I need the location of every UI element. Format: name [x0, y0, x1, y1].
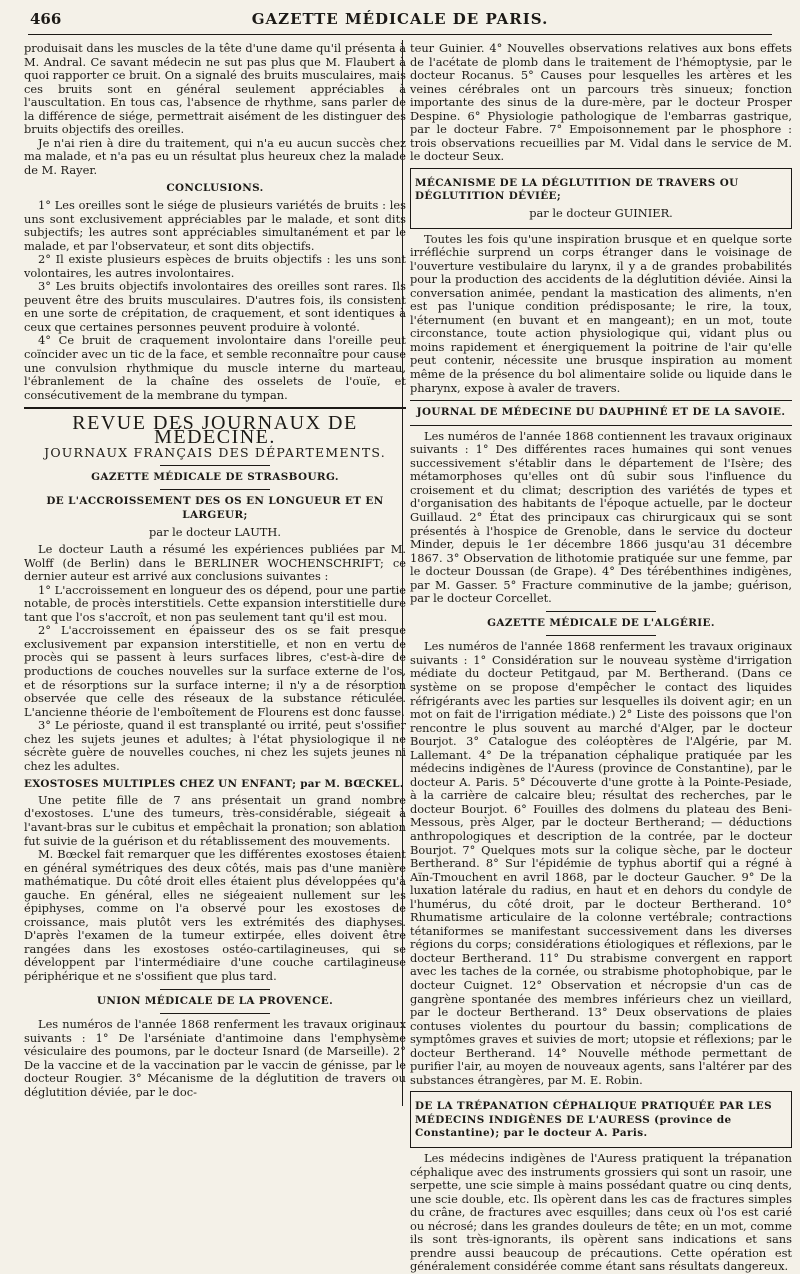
right-column [410, 41, 792, 1274]
paragraph: M. Bœckel fait remarquer que les différentes exostoses étaient en général symétriques des deux côtés, mais pas d'une manière mathématique. Du côté droit elles étaient plus développées qu'à gauche. En général, elles ne siégeaient nullement sur les épiphyses, comme on l'a observé pour les exostoses de croissance, mais plutôt vers les extrémités des diaphyses. D'après l'examen de la tumeur extirpée, elles doivent être rangées dans les exostoses ostéo-cartilagineuses, qui se développent par l'intermédiaire d'une couche cartilagineuse périphérique et ne s'ossifient que plus tard. [24, 847, 406, 983]
accroissement-title: DE L'ACCROISSEMENT DES OS EN LONGUEUR ET EN LARGEUR; [46, 495, 384, 521]
divider [160, 1013, 270, 1014]
accroissement-author: par le docteur LAUTH. [149, 524, 281, 539]
left-column [24, 42, 406, 1104]
paragraph: teur Guinier. 4° Nouvelles observations relatives aux bons effets de l'acétate de plomb dans le traitement de l'hémoptysie, par le docteur Rocanus. 5° Causes pour lesquelles les artères et les veines cérébrales ont un parcours très sinueux; fonction importante des sinus de la dure-mère, par le docteur Prosper Despine. 6° Physiologie pathologique de l'embarras gastrique, par le docteur Fabre. 7° Empoisonnement par le phosphore : trois observations recueillies par M. Vidal dans le service de M. le docteur Seux. [410, 41, 792, 164]
exostoses-title: EXOSTOSES MULTIPLES CHEZ UN ENFANT; par M. BŒCKEL. [24, 778, 404, 791]
paragraph: 2° L'accroissement en épaisseur des os se fait presque exclusivement par expansion interstitielle, et non en vertu de procès qui se passent à leurs surfaces libres, c'est-à-dire de productions de couches nouvelles sur la surface externe de l'os, et de résorptions sur la surface interne; il n'y a de résorption observée que celle des réseaux de la substance réticulée. L'ancienne théorie de l'emboîtement de Flourens est donc fausse. [24, 623, 406, 719]
paragraph: 3° Le périoste, quand il est transplanté ou irrité, peut s'ossifier chez les sujets jeunes et adultes; à l'état physiologique il ne sécrète guère de nouvelles couches, ni chez les sujets jeunes ni chez les adultes. [24, 718, 406, 773]
mecanisme-title: MÉCANISME DE LA DÉGLUTITION DE TRAVERS OU DÉGLUTITION DÉVIÉE; [415, 176, 739, 203]
conclusion-item: 2° Il existe plusieurs espèces de bruits objectifs : les uns sont volontaires, les autres involontaires. [24, 252, 406, 280]
paragraph: Les numéros de l'année 1868 contiennent les travaux originaux suivants : 1° Des différentes races humaines qui sont venues successivement s'établir dans le département de l'Isère; des métamorphoses qu'elles ont dû subir sous l'influence du croisement et du climat; description des variétés de types et d'organisation des habitants de l'époque actuelle, par le docteur Guillaud. 2° État des principaux cas chirurgicaux qui se sont présentés à l'hospice de Grenoble, dans le service du docteur Minder, depuis le 1er décembre 1866 jusqu'au 31 décembre 1867. 3° Observation de lithotomie pratiquée sur une femme, par le docteur Doussan (de Grape). 4° Des térébenthines indigènes, par M. Gasser. 5° Fracture comminutive de la jambe; guérison, par le docteur Corcellet. [410, 428, 792, 606]
paragraph: 1° L'accroissement en longueur des os dépend, pour une partie notable, de procès interstitiels. Cette expansion interstitielle dure tant que l'os s'accroît, et non pas seulement tant qu'il est mou. [24, 582, 406, 624]
paragraph: produisait dans les muscles de la tête d'une dame qu'il présenta à M. Andral. Ce savant médecin ne sut pas plus que M. Flaubert à quoi rapporter ce bruit. On a signalé des bruits musculaires, mais ces bruits sont en général seulement appréciables à l'auscultation. En tous cas, l'absence de rhythme, sans parler de la différence de siége, permettrait aisément de les distinguer des bruits objectifs des oreilles. [24, 41, 406, 137]
paragraph: Les numéros de l'année 1868 renferment les travaux originaux suivants : 1° Considération sur le nouveau système d'irrigation médiate du docteur Petitgaud, par M. Bertherand. (Dans ce système on se propose d'empêcher le contact des liquides réfrigérants avec les parties sur lesquelles ils doivent agir; en un mot on fait de l'irrigation médiate.) 2° Liste des poissons que l'on rencontre le plus souvent au marché d'Alger, par le docteur Bourjot. 3° Catalogue des coléoptères de l'Algérie, par M. Lallemant. 4° De la trépanation céphalique pratiquée par les médecins indigènes de l'Auress (province de Constantine), par le docteur A. Paris. 5° Découverte d'une grotte à la Pointe-Pesiade, à la carrière de calcaire bleu; résultat des recherches, par le docteur Bourjot. 6° Fouilles des dolmens du plateau des Beni-Messous, près Alger, par le docteur Bertherand; — déductions anthropologiques et description de la contrée, par le docteur Bourjot. 7° Quelques mots sur la colique sèche, par le docteur Bertherand. 8° Sur l'épidémie de typhus abortif qui a régné à Aïn-Tmouchent en avril 1868, par le docteur Gaucher. 9° De la luxation latérale du radius, en haut et en dehors du condyle de l'humérus, du côté droit, par le docteur Bertherand. 10° Rhumatisme articulaire de la colonne vertébrale; contractions tétaniformes se manifestant successivement dans les diverses régions du corps; considérations étiologiques et réflexions, par le docteur Bertherand. 11° Du strabisme convergent en rapport avec les taches de la cornée, ou strabisme photophobique, par le docteur Cuignet. 12° Observation et nécropsie d'un cas de gangrène spontanée des membres inférieurs chez un vieillard, par le docteur Bertherand. 13° Deux observations de plaies contuses violentes du pourtour du bassin; complications de symptômes graves et suivies de mort; utopsie et réflexions; par le docteur Bertherand. 14° Nouvelle méthode permettant de purifier l'air, au moyen de nouveaux agents, sans l'altérer par des substances étrangères, par M. E. Robin. [410, 639, 792, 1087]
journal-title: GAZETTE MÉDICALE DE PARIS. [251, 10, 549, 28]
algerie-heading: GAZETTE MÉDICALE DE L'ALGÉRIE. [487, 616, 715, 629]
mecanisme-author: par le docteur GUINIER. [529, 206, 673, 221]
revue-subtitle: JOURNAUX FRANÇAIS DES DÉPARTEMENTS. [44, 445, 386, 461]
paragraph: Toutes les fois qu'une inspiration brusque et en quelque sorte irréfléchie surprend un corps étranger dans le voisinage de l'ouverture vestibulaire du larynx, il y a de grandes probabilités pour la production des accidents de la déglutition déviée. Ainsi la conversation animée, pendant la mastication des aliments, n'en est pas l'unique condition prédisposante; le rire, la toux, l'éternument (en buvant et en mangeant); en un mot, toute circonstance, toute action physiologique qui, vidant plus ou moins rapidement et énergiquement la poitrine de l'air qu'elle peut contenir, nécessite une brusque inspiration au moment même de la présence du bol alimentaire solide ou liquide dans le pharynx, expose à avaler de travers. [410, 231, 792, 395]
divider [160, 465, 270, 466]
paragraph: Le docteur Lauth a résumé les expériences publiées par M. Wolff (de Berlin) dans le BERLINER WOCHENSCHRIFT; ce dernier auteur est arrivé aux conclusions suivantes : [24, 542, 406, 584]
trepanation-title: DE LA TRÉPANATION CÉPHALIQUE PRATIQUÉE PAR LES MÉDECINS INDIGÈNES DE L'AURESS (province de Constantine); par le docteur A. Paris. [415, 1100, 772, 1140]
divider [410, 400, 792, 401]
divider [546, 635, 656, 636]
paragraph: Une petite fille de 7 ans présentait un grand nombre d'exostoses. L'une des tumeurs, très-considérable, siégeait à l'avant-bras sur le cubitus et empêchait la pronation; son ablation fut suivie de la guérison et du rétablissement des mouvements. [24, 792, 406, 848]
paragraph: Je n'ai rien à dire du traitement, qui n'a eu aucun succès chez ma malade, et n'a pas eu un résultat plus heureux chez la malade de M. Rayer. [24, 135, 406, 177]
provence-heading: UNION MÉDICALE DE LA PROVENCE. [96, 994, 334, 1007]
header-rule [28, 34, 772, 35]
page-number: 466 [30, 10, 62, 28]
paragraph: Les numéros de l'année 1868 renferment les travaux originaux suivants : 1° De l'arséniate d'antimoine dans l'emphysème vésiculaire des poumons, par le docteur Isnard (de Marseille). 2° De la vaccine et de la vaccination par le vaccin de génisse, par le docteur Rougier. 3° Mécanisme de la déglutition de travers ou déglutition déviée, par le doc- [24, 1017, 406, 1099]
conclusion-item: 3° Les bruits objectifs involontaires des oreilles sont rares. Ils peuvent être des bruits musculaires. D'autres fois, ils consistent en une sorte de crépitation, de craquement, et sont identiques à ceux que certaines personnes peuvent produire à volonté. [24, 279, 406, 334]
section-rule [24, 407, 406, 409]
conclusion-item: 1° Les oreilles sont le siége de plusieurs variétés de bruits : les uns sont exclusivement appréciables par le malade, et sont dits subjectifs; les autres sont appréciables simultanément et par le malade, et par l'observateur, et sont dits objectifs. [24, 198, 406, 253]
strasbourg-heading: GAZETTE MÉDICALE DE STRASBOURG. [91, 470, 339, 483]
dauphine-heading: JOURNAL DE MÉDECINE DU DAUPHINÉ ET DE LA SAVOIE. [416, 406, 786, 419]
trepanation-box [410, 1091, 792, 1148]
divider [160, 989, 270, 990]
conclusions-heading: CONCLUSIONS. [166, 182, 264, 195]
paragraph: Les médecins indigènes de l'Auress pratiquent la trépanation céphalique avec des instruments grossiers qui sont un rasoir, une serpette, une scie simple à mains possédant quatre ou cinq dents, une scie double, etc. Ils opèrent dans les cas de fractures simples du crâne, de fractures avec esquilles; dans ceux où l'os est carié ou nécrosé; dans les grandes douleurs de tête; en un mot, comme ils sont très-ignorants, ils opèrent sans indications et sans prendre aussi beaucoup de précautions. Cette opération est généralement considérée comme étant sans résultats dangereux. [410, 1151, 792, 1274]
divider [410, 425, 792, 426]
revue-title: REVUE DES JOURNAUX DE MÉDECINE. [72, 412, 358, 448]
divider [160, 489, 270, 490]
divider [546, 611, 656, 612]
page-header [0, 0, 800, 34]
conclusion-item: 4° Ce bruit de craquement involontaire dans l'oreille peut coïncider avec un tic de la face, et semble reconnaître pour cause une convulsion rhythmique du muscle interne du marteau, l'ébranlement de la chaîne des osselets de l'ouïe, et consécutivement de la membrane du tympan. [24, 333, 406, 402]
mecanisme-box [410, 168, 792, 229]
